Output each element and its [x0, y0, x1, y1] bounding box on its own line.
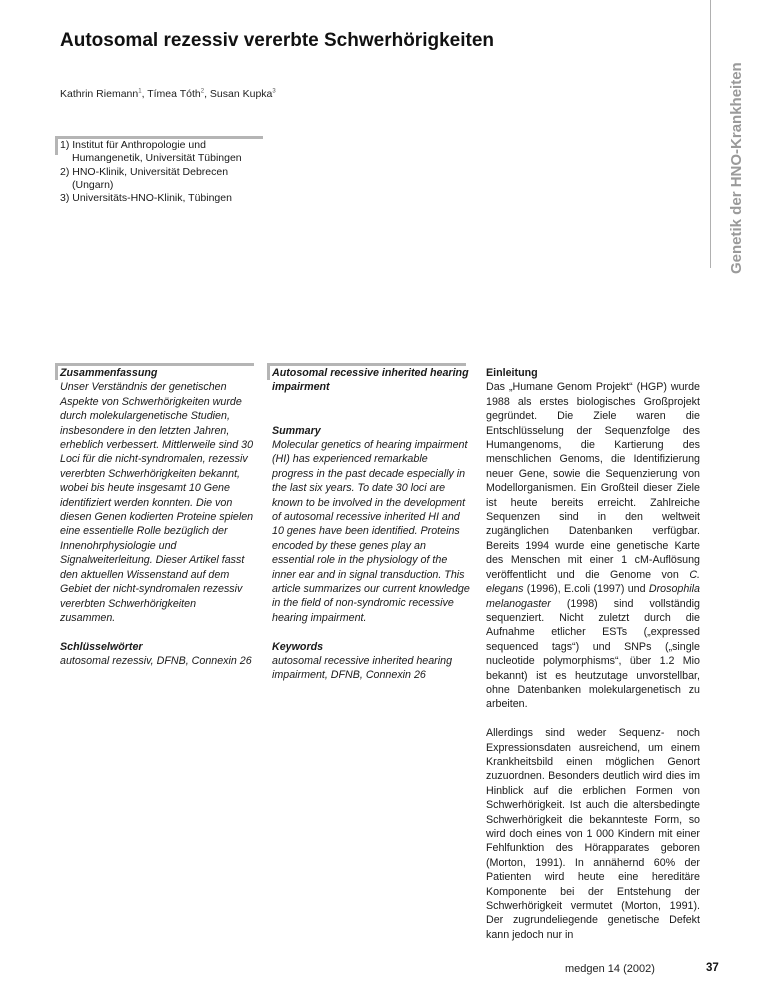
author-name: Tímea Tóth — [147, 88, 201, 100]
keywords-text: autosomal rezessiv, DFNB, Connexin 26 — [60, 655, 252, 668]
text-run: Das „Humane Genom Projekt“ (HGP) wurde 1988 als erstes biologisches Großprojekt gegründet. Die Ziele waren die Entschlüsselung der Sequenzfolge des Humangenoms, die Kartierung des menschlichen Genoms, die Identifizierung neuer Gene, sowie die Sequenzierung von Modellorganismen. Ein Großteil dieser Ziele ist heute bereits erreicht. Zahlreiche Sequenzen sind in den weltweit zugänglichen Datenbanken verfügbar. Bereits 1994 wurde eine genetische Karte des Menschen mit einer 1 cM-Auflösung veröffentlicht und die Genome von — [486, 381, 700, 581]
article-title: Autosomal rezessiv vererbte Schwerhörigkeiten — [60, 30, 494, 51]
header-divider — [710, 0, 711, 268]
abstract-text: Unser Verständnis der genetischen Aspekte von Schwerhörigkeiten wurde durch molekulargenetische Studien, insbesondere in den letzten Jahren, erheblich verbessert. Mittlerweile sind 30 Loci für die nicht-syndromalen, rezessiv vererbten Schwerhörigkeiten bekannt, wobei bis heute insgesamt 10 Gene identifiziert werden konnten. Die von diesen Genen kodierten Proteine spielen eine essentielle Rolle bezüglich der Innenohrphysiologie und Signalweiterleitung. Dieser Artikel fasst den aktuellen Wissenstand auf dem Gebiet der nicht-syndromalen rezessiv vererbten Schwerhörigkeiten zusammen. — [60, 381, 254, 624]
journal-citation: medgen 14 (2002) — [565, 963, 655, 975]
keywords-text: autosomal recessive inherited hearing impairment, DFNB, Connexin 26 — [272, 655, 453, 682]
species-name: Drosophila melanogaster — [486, 583, 700, 610]
summary-heading: Summary — [272, 424, 321, 437]
text-run: (1996), E.coli (1997) und — [523, 583, 649, 596]
abstract-english — [272, 366, 470, 683]
keywords-heading: Keywords — [272, 640, 324, 653]
author-line: Kathrin Riemann$^1$, Tímea Tóth$^2$, Susan Kupka$^3$ — [60, 88, 276, 100]
intro-paragraph-2: Allerdings sind weder Sequenz- noch Expressionsdaten ausreichend, um einem Krankheitsbild einen möglichen Genort zuzuordnen. Besonders deutlich wird dies im Hinblick auf die erblichen Formen von Schwerhörigkeit. Ist auch die altersbedingte Schwerhörigkeit die bekannteste Form, so wird doch eines von 1 000 Kindern mit einer Fehlfunktion des Hörapparates geboren (Morton, 1991). In annähernd 60% der Patienten wird heute eine hereditäre Komponente bei der Entstehung der Schwerhörigkeit vermutet (Morton, 1991). Der zugrundeliegende genetische Defekt kann jedoch nur in — [486, 727, 700, 941]
author-name: Kathrin Riemann — [60, 88, 139, 100]
author-affiliation-mark: 1 — [138, 88, 142, 95]
page-number: 37 — [706, 962, 719, 974]
running-title-text: Genetik der HNO-Krankheiten — [728, 62, 745, 274]
text-run: (1998) sind vollständig sequenziert. Nicht zuletzt durch die Aufnahme etlicher ESTs („expressed sequenced tags“) und SNPs („single nucleotide polymorphisms“, über 1.2 Mio bekannt) ist es heutzutage unvorstellbar, ohne Datenbanken molekulargenetisch zu arbeiten. — [486, 597, 700, 711]
english-title: Autosomal recessive inherited hearing impairment — [272, 367, 469, 394]
species-name: C. elegans — [486, 568, 700, 596]
author-affiliation-mark: 2 — [200, 88, 205, 95]
introduction — [486, 366, 700, 942]
affiliation-list — [60, 139, 270, 205]
author-name: Susan Kupka — [209, 88, 273, 100]
abstract-german — [60, 366, 254, 669]
intro-paragraph-1 — [486, 380, 700, 711]
summary-text: Molecular genetics of hearing impairment (HI) has experienced remarkable progress in the past decade especially in the last six years. To date 30 loci are known to be involved in the development of autosomal recessive inherited HI and 10 genes have been identified. Proteins encoded by these genes play an essential role in the physiology of the inner ear and in signal transduction. This article summarizes our current knowledge in the field of non-syndromic recessive hearing impairment. — [272, 439, 470, 624]
abstract-heading: Zusammenfassung — [60, 367, 158, 379]
author-affiliation-mark: 3 — [272, 88, 276, 95]
affiliation-item: 3) Universitäts-HNO-Klinik, Tübingen — [60, 192, 232, 205]
running-title — [722, 14, 752, 274]
intro-heading: Einleitung — [486, 367, 538, 379]
affiliation-item: 1) Institut für Anthropologie und Humangenetik, Universität Tübingen — [60, 139, 242, 165]
affiliation-item: 2) HNO-Klinik, Universität Debrecen (Ungarn) — [60, 165, 229, 191]
keywords-heading: Schlüsselwörter — [60, 640, 143, 653]
